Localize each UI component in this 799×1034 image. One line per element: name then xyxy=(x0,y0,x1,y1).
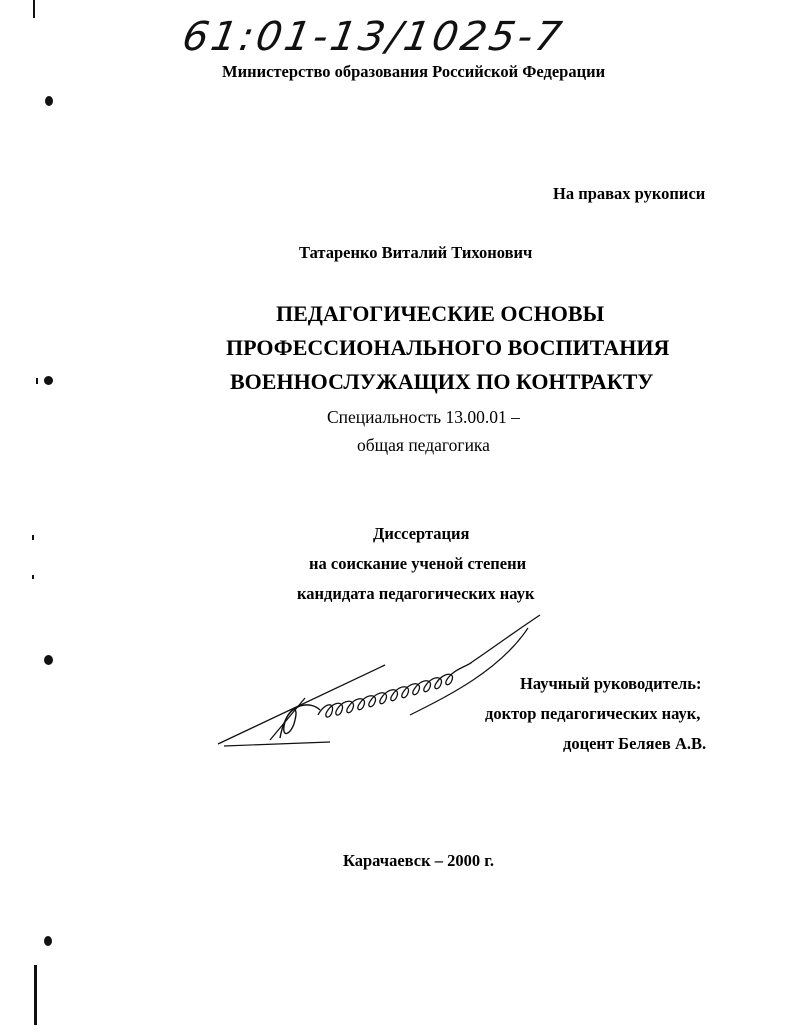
manuscript-rights-note: На правах рукописи xyxy=(553,184,706,203)
specialty-code: Специальность 13.00.01 – xyxy=(327,407,520,427)
handwritten-catalog-number: 61:01-13/1025-7 xyxy=(178,14,568,60)
scan-mark xyxy=(34,965,37,1025)
ministry-heading: Министерство образования Российской Федерации xyxy=(222,62,606,81)
author-name: Татаренко Виталий Тихонович xyxy=(299,243,533,262)
degree-purpose: на соискание ученой степени xyxy=(309,554,527,573)
scan-mark xyxy=(44,655,53,665)
city-year: Карачаевск – 2000 г. xyxy=(343,851,494,870)
dissertation-label: Диссертация xyxy=(373,524,470,543)
scan-mark xyxy=(44,936,52,946)
scan-mark xyxy=(44,376,53,385)
scan-mark xyxy=(36,378,38,384)
scan-mark xyxy=(33,0,35,18)
scan-mark xyxy=(32,575,34,579)
degree-name: кандидата педагогических наук xyxy=(297,584,535,603)
specialty-name: общая педагогика xyxy=(357,435,490,455)
scan-mark xyxy=(32,535,34,540)
thesis-title-line-3: ВОЕННОСЛУЖАЩИХ ПО КОНТРАКТУ xyxy=(230,369,654,394)
scan-mark xyxy=(45,96,53,106)
supervisor-degree: доктор педагогических наук, xyxy=(485,704,701,723)
thesis-title-line-1: ПЕДАГОГИЧЕСКИЕ ОСНОВЫ xyxy=(276,301,605,326)
thesis-title-line-2: ПРОФЕССИОНАЛЬНОГО ВОСПИТАНИЯ xyxy=(226,335,670,360)
supervisor-signature xyxy=(210,610,550,760)
supervisor-name: доцент Беляев А.В. xyxy=(563,734,707,753)
supervisor-label: Научный руководитель: xyxy=(520,674,702,693)
